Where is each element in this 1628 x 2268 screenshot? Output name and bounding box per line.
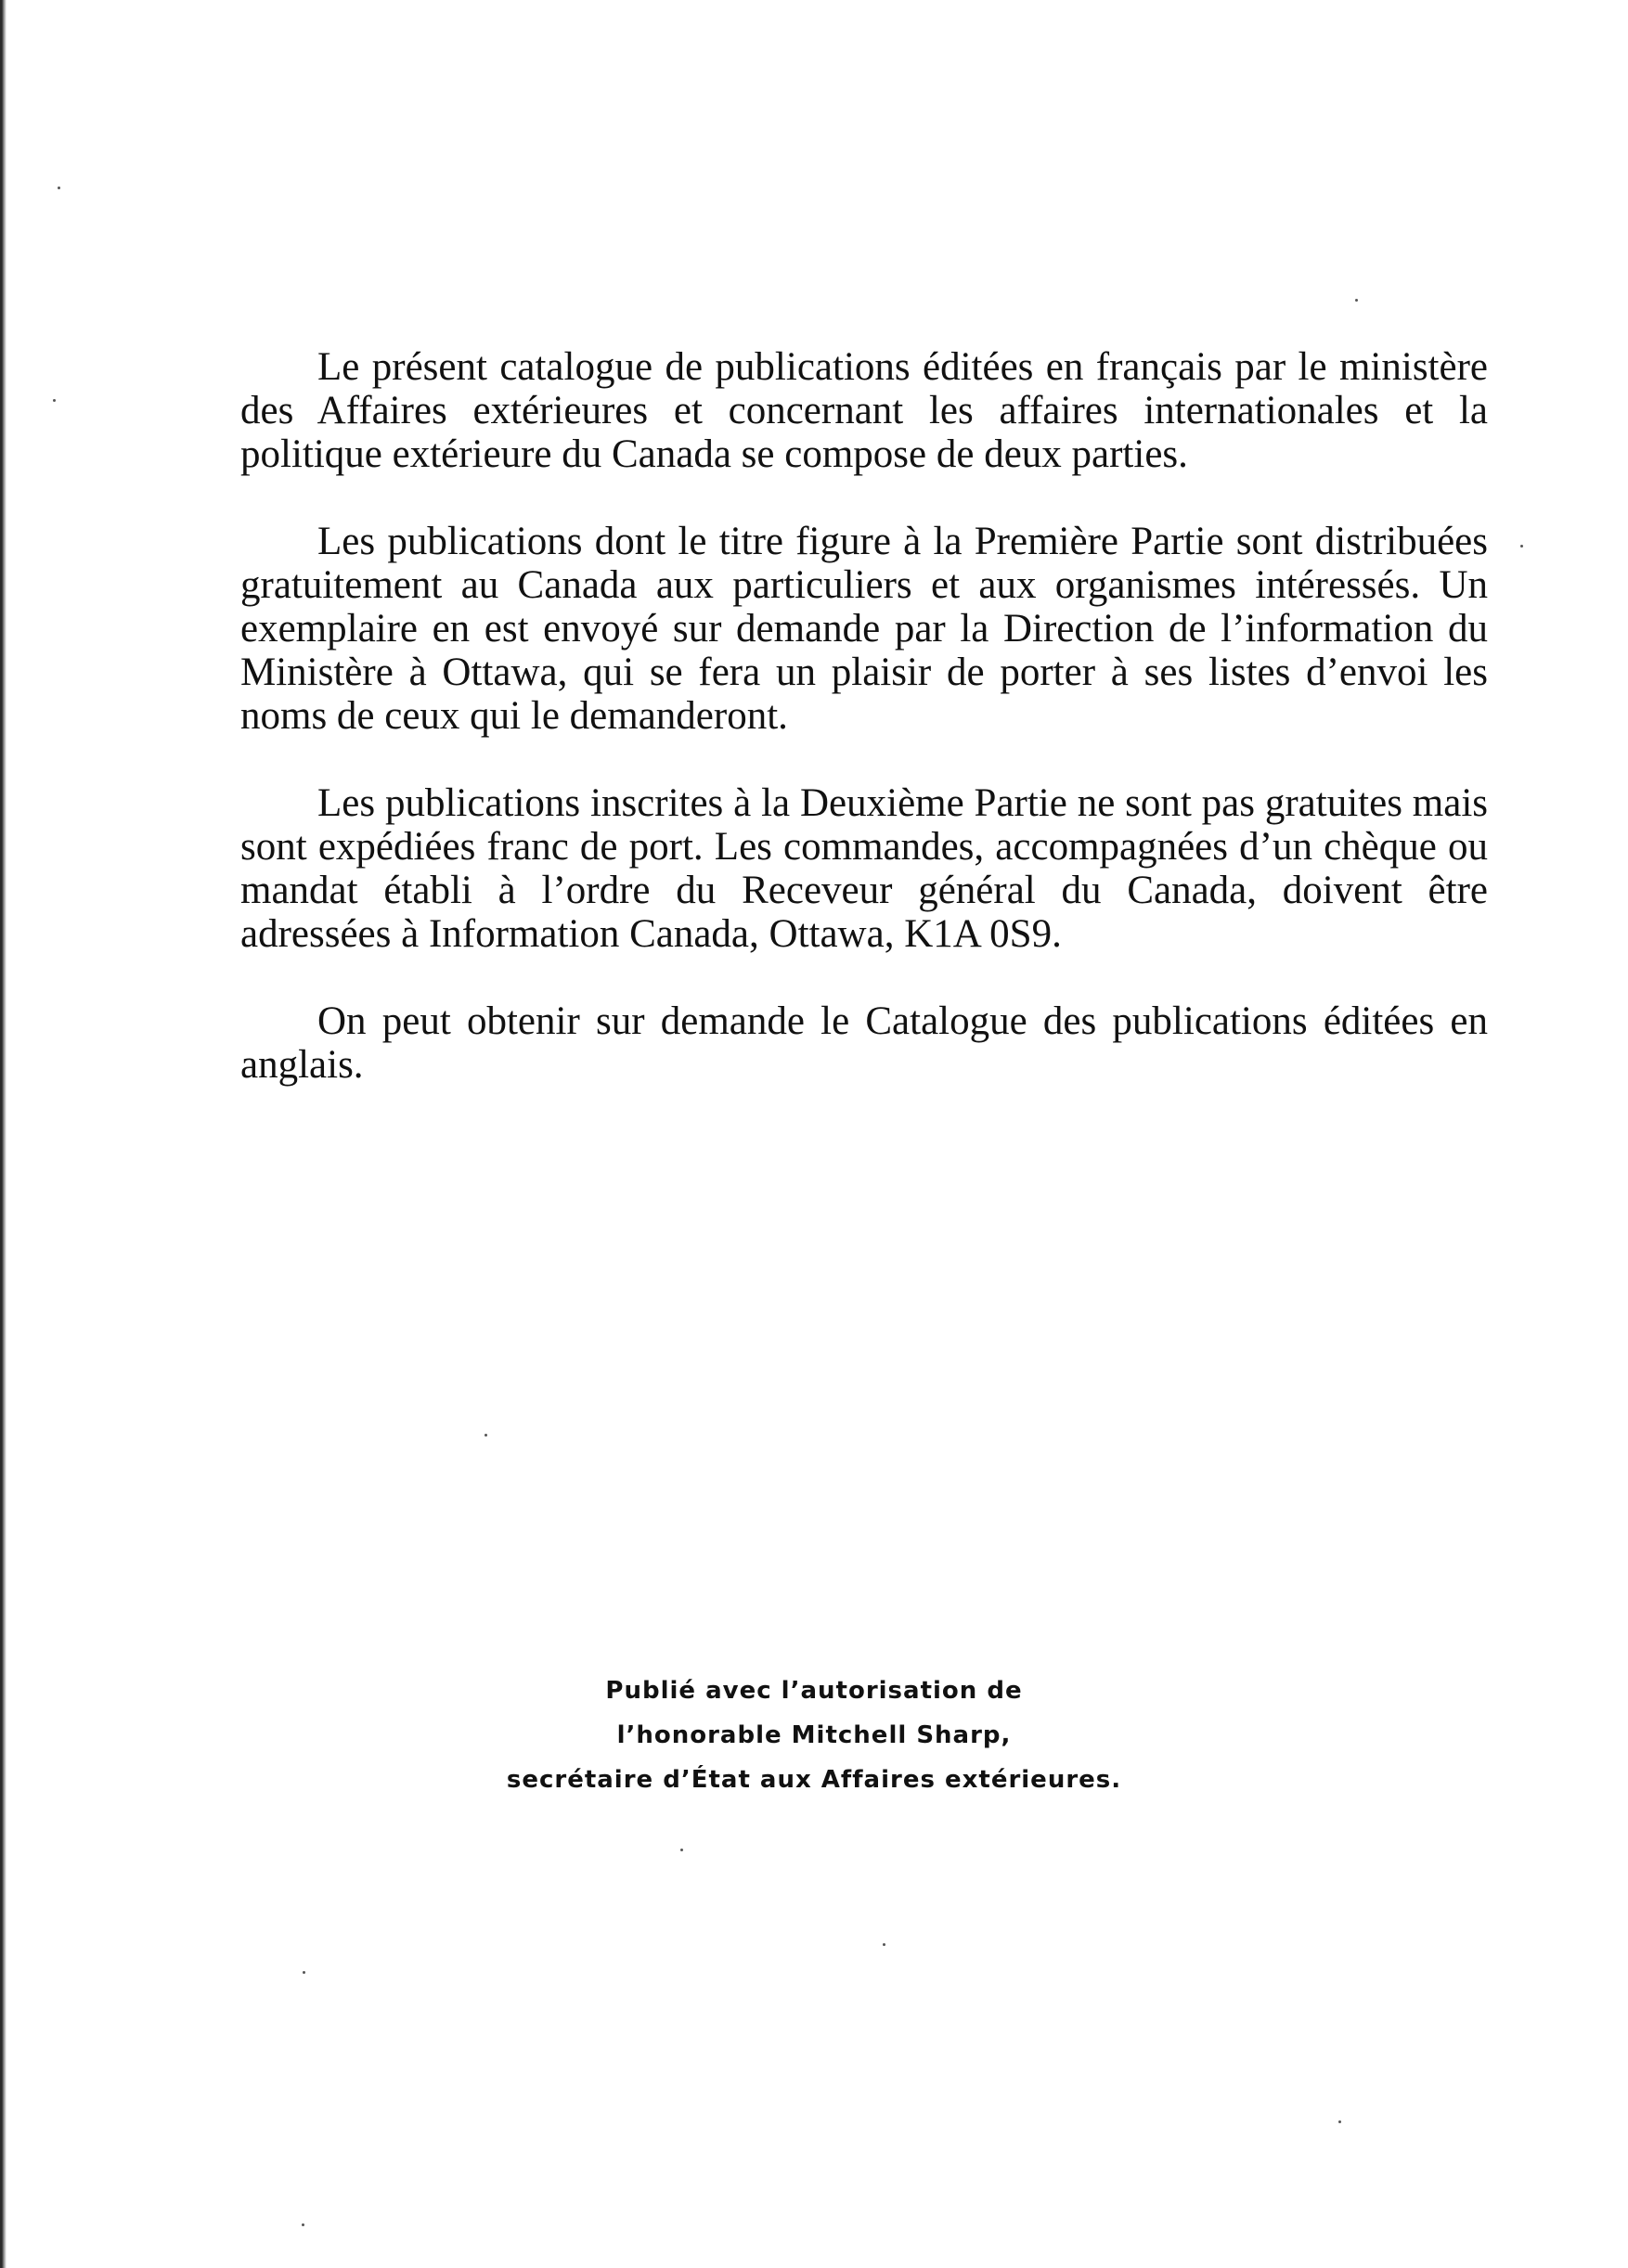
page-binding-edge	[0, 0, 6, 2268]
scan-speck	[58, 187, 60, 189]
scan-speck	[1520, 545, 1523, 548]
scan-speck	[1355, 299, 1358, 302]
paragraph-intro: Le présent catalogue de publications éditées en français par le ministère des Affaires extérieures et concernant les affaires internationales et la politique extérieure du Canada se compose de deux parties.	[240, 345, 1488, 476]
scan-speck	[680, 1849, 683, 1851]
paragraph-part-two: Les publications inscrites à la Deuxième Partie ne sont pas gratuites mais sont expédiées franc de port. Les commandes, accompagnées d’un chèque ou mandat établi à l’ordre du Receveur général du Canada, doivent être adressées à Information Canada, Ottawa, K1A 0S9.	[240, 781, 1488, 956]
imprint-line-title: secrétaire d’État aux Affaires extérieures.	[506, 1766, 1122, 1794]
body-text	[240, 345, 1488, 1087]
imprint-line-authorization: Publié avec l’autorisation de	[605, 1677, 1023, 1705]
scan-speck	[485, 1434, 487, 1437]
scan-speck	[303, 1971, 305, 1974]
paragraph-english-catalogue: On peut obtenir sur demande le Catalogue des publications éditées en anglais.	[240, 999, 1488, 1087]
scan-speck	[883, 1943, 885, 1946]
scan-speck	[1338, 2120, 1341, 2123]
scan-speck	[302, 2223, 304, 2226]
imprint-line-minister: l’honorable Mitchell Sharp,	[616, 1721, 1012, 1749]
paragraph-part-one: Les publications dont le titre figure à la Première Partie sont distribuées gratuitement au Canada aux particuliers et aux organismes intéressés. Un exemplaire en est envoyé sur demande par la Direction de l’information du Ministère à Ottawa, qui se fera un plaisir de porter à ses listes d’envoi les noms de ceux qui le demanderont.	[240, 520, 1488, 738]
scan-speck	[53, 399, 56, 402]
publication-imprint	[443, 1669, 1185, 1802]
